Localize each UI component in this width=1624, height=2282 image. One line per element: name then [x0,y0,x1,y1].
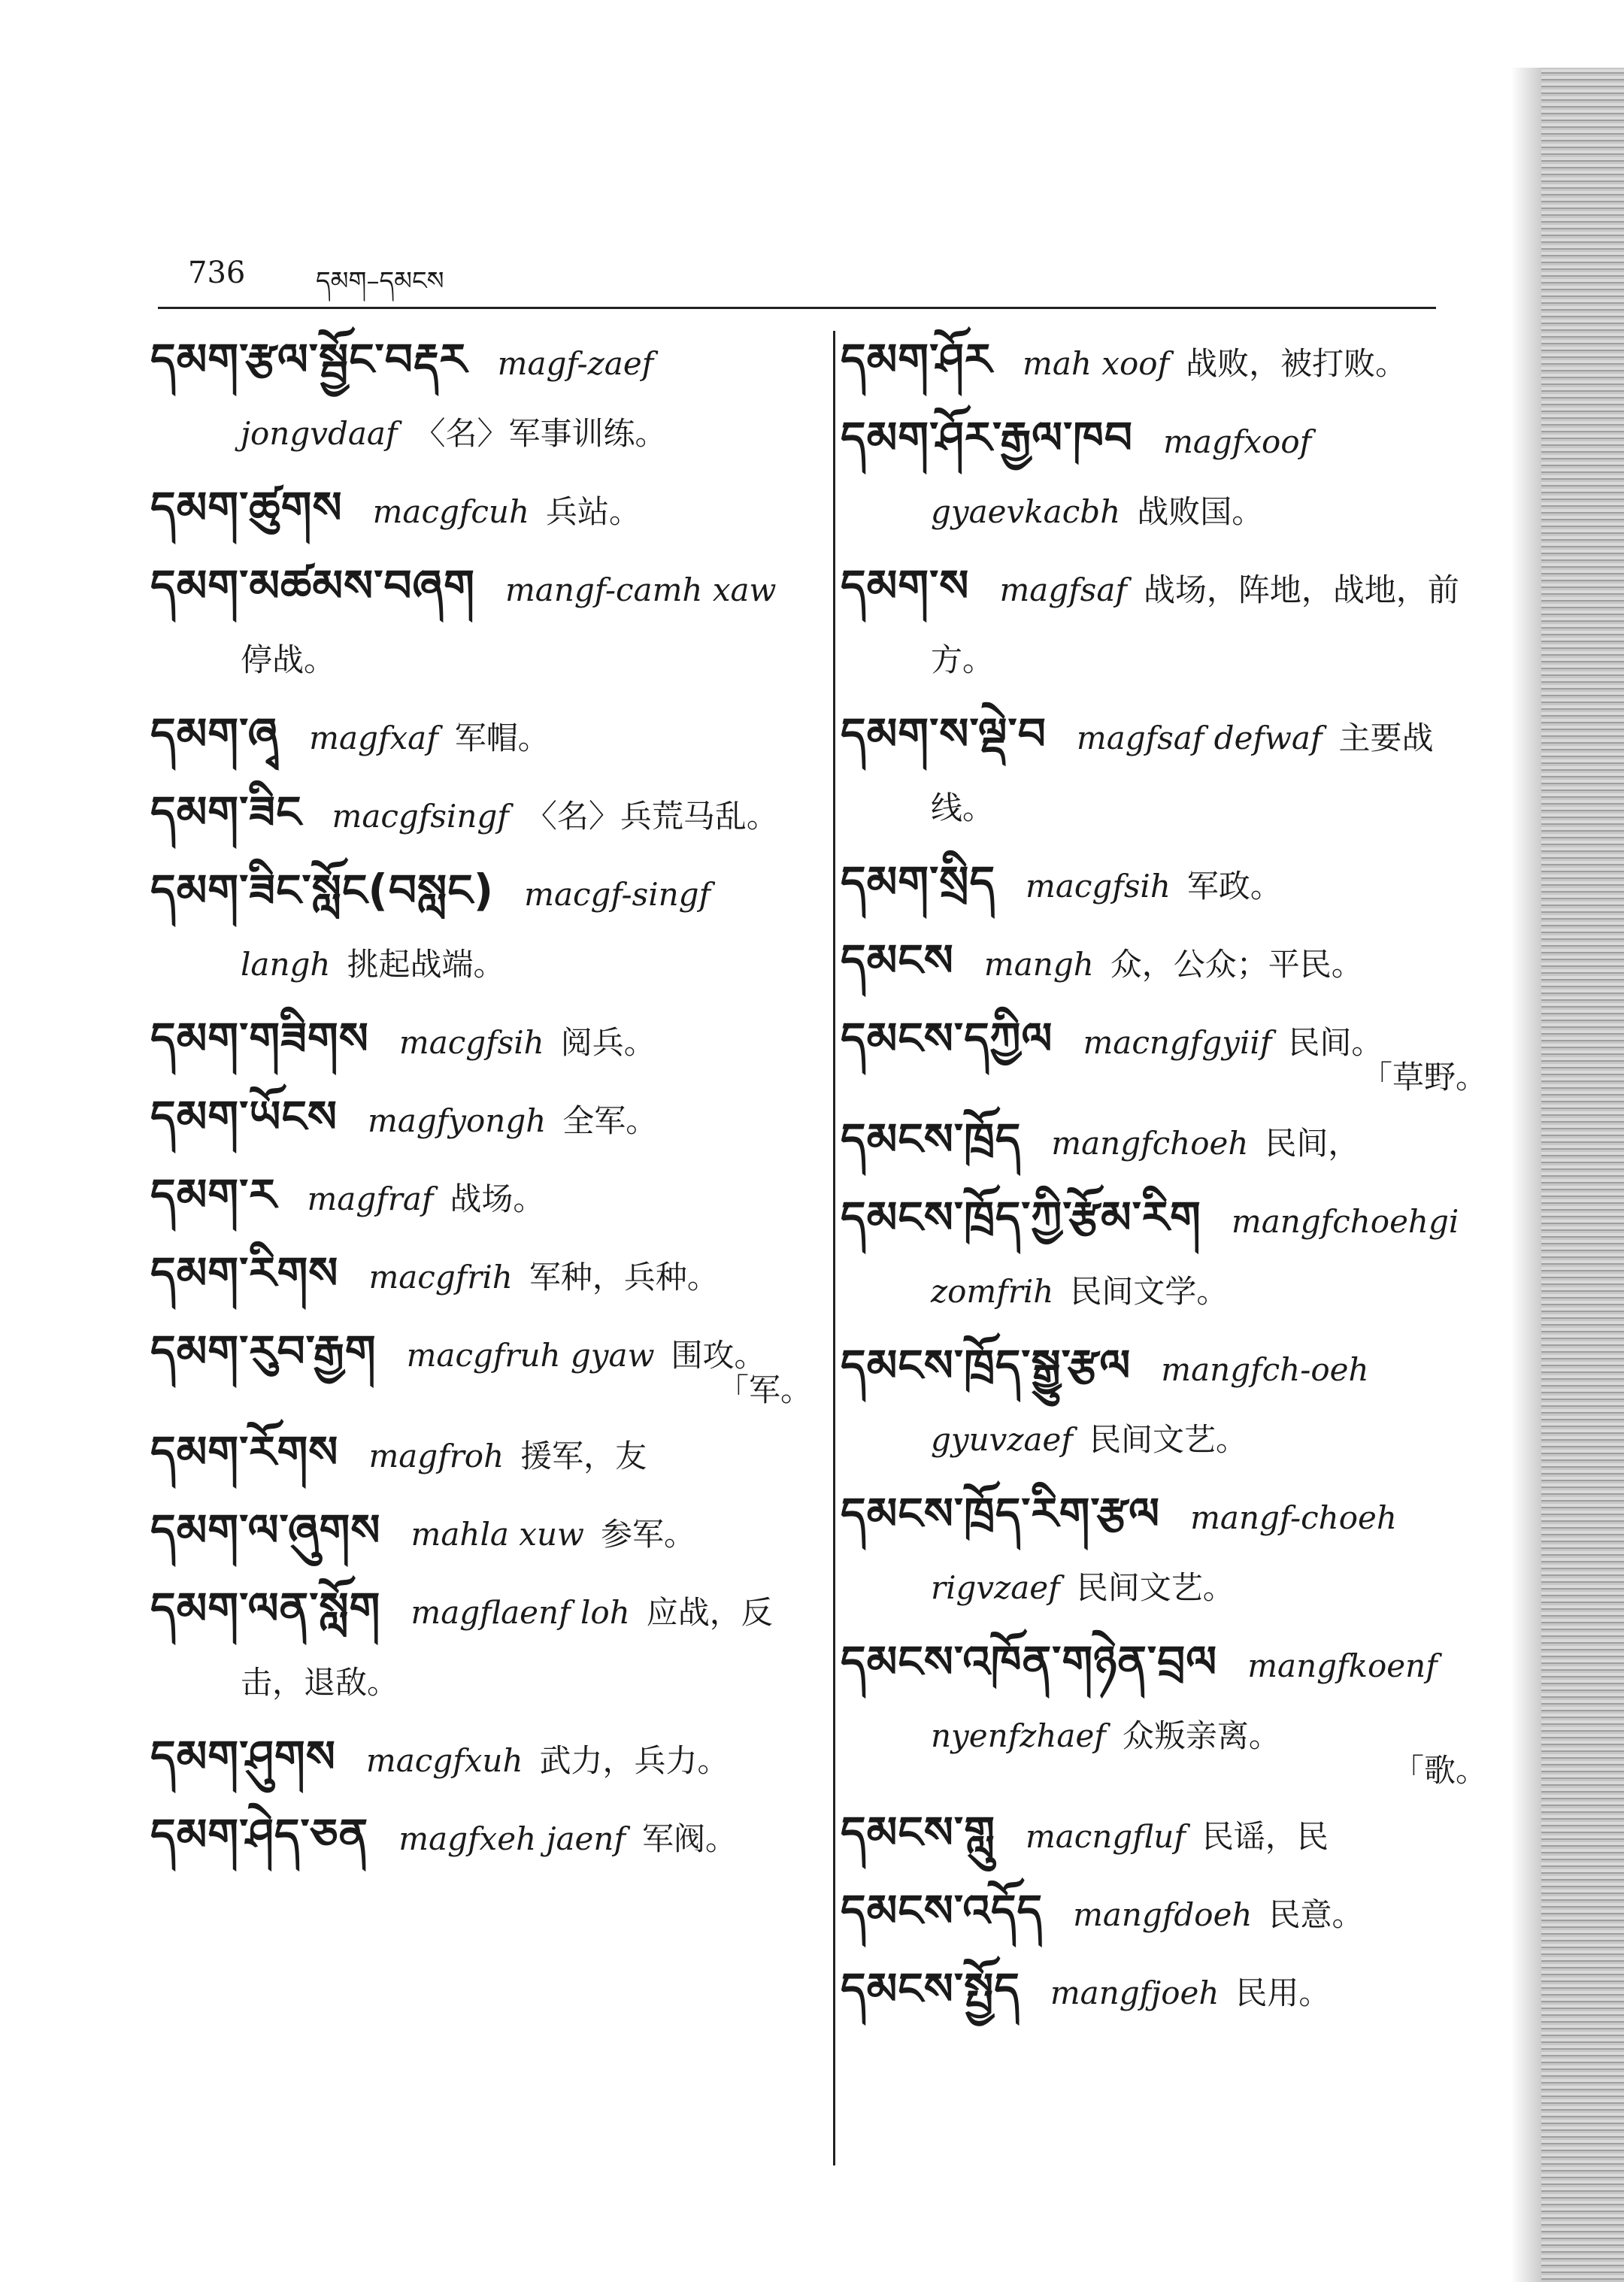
entry-gloss: 民间文艺。 [1076,1569,1235,1606]
entry-gloss: 战败国。 [1137,493,1264,530]
dictionary-entry [150,1160,812,1234]
entry-headword: དམག་ཤུགས [150,1731,336,1782]
entry-romanization: macngfgyiif [1083,1024,1272,1061]
dictionary-entry [841,1954,1487,2028]
dictionary-entry [150,1317,812,1413]
entry-romanization: magfxaf [309,720,438,756]
entry-headword: དམངས་སྤྱོད [841,1963,1020,2014]
entry-gloss: 战败，被打败。 [1186,345,1407,382]
entry-headword: དམག་རིགས [150,1247,339,1299]
entry-romanization: mangfchoeh [1051,1125,1249,1162]
entry-romanization: magfsaf defwaf [1076,720,1323,756]
dictionary-entry [150,1238,812,1312]
entry-gloss: 〈名〉兵荒马乱。 [525,798,778,835]
entry-romanization: mah xoof [1023,345,1170,382]
dictionary-entry [841,1105,1487,1178]
dictionary-entry [841,699,1487,843]
dictionary-entry [150,777,812,851]
entry-gloss: 围攻。 [671,1337,766,1374]
left-column [150,325,812,1878]
entry-gloss: 军阀。 [642,1820,738,1857]
entry-gloss: 民用。 [1235,1974,1331,2011]
entry-headword: དམག་ཟིང [150,786,302,838]
entry-headword: དམག་ཤོར [841,334,993,385]
dictionary-entry [150,551,812,695]
entry-romanization: macgf-singf langh [241,876,711,983]
entry-headword: དམག་ས་ལྡེ་བ [841,708,1047,759]
dictionary-entry [150,856,812,999]
entry-romanization: mangh [983,946,1094,983]
entry-gloss: 民间文艺。 [1089,1421,1247,1458]
dictionary-entry [150,1496,812,1569]
entry-headword: དམངས་ཁྲོད [841,1114,1022,1165]
entry-headword: དམངས་ཁྲོད་ཀྱི་རྩོམ་རིག [841,1192,1201,1243]
entry-gloss: 应战，反击，退敌。 [241,1594,773,1701]
entry-headword: དམག་ཞྭ [150,708,280,759]
dictionary-entry [841,403,1487,547]
entry-headword: དམངས་ཁྲོད་རིག་རྩལ [841,1488,1161,1539]
entry-romanization: mahla xuw [411,1516,584,1553]
right-column [841,325,1487,2032]
entry-headword: དམག་ཟིང་སློང(བསླང) [150,865,495,916]
dictionary-entry [841,325,1487,399]
entry-headword: དམག་ཡོངས [150,1091,338,1142]
entry-headword: དམངས་གླུ [841,1807,995,1858]
entry-headword: དམག་ལ་ཞུགས [150,1505,381,1556]
entry-romanization: macgfsih [1026,868,1171,905]
entry-gloss: 阅兵。 [560,1024,656,1061]
page-header [188,248,1436,301]
entry-headword: དམག་ཚུགས [150,482,343,533]
entry-romanization: mangfkoenf nyenfzhaef [931,1647,1438,1754]
dictionary-entry [150,1800,812,1874]
entry-romanization: magfroh [368,1438,504,1474]
entry-romanization: macgfrih [368,1259,513,1296]
entry-gloss: 民意。 [1268,1896,1364,1933]
entry-gloss: 全军。 [562,1102,658,1139]
entry-headword: དམངས [841,935,954,986]
entry-romanization: macgfruh gyaw [406,1337,655,1374]
entry-romanization: magf-zaef jongvdaaf [241,345,654,452]
entry-headword: དམག་ར [150,1169,277,1220]
scan-edge-shadow [1541,68,1624,2282]
entry-headword: དམག་རྩལ་སྦྱོང་བརྡར [150,334,468,385]
entry-gloss: 军帽。 [454,720,550,756]
entry-romanization: macgfxuh [365,1742,523,1779]
dictionary-entry [150,1082,812,1156]
entry-romanization: magflaenf loh [411,1594,630,1631]
dictionary-entry [841,1876,1487,1950]
entry-romanization: macgfsingf [332,798,509,835]
entry-headword: དམག་མཚམས་བཞག [150,560,475,611]
entry-gloss: 战场。 [450,1180,545,1217]
dictionary-entry [841,1798,1487,1871]
entry-gloss: 兵站。 [546,493,641,530]
entry-headword: དམག་རུབ་རྒྱག [150,1326,377,1377]
entry-headword: དམངས་དཀྱིལ [841,1013,1053,1064]
entry-gloss: 众，公众；平民。 [1110,946,1363,983]
entry-gloss: 武力，兵力。 [539,1742,729,1779]
entry-gloss: 停战。 [241,641,336,678]
dictionary-entry [150,473,812,547]
entry-romanization: magfsaf [999,571,1127,608]
dictionary-entry [841,1627,1487,1793]
entry-gloss: 众叛亲离。 [1122,1717,1280,1754]
entry-romanization: mangfchoehgi zomfrih [931,1203,1459,1310]
entry-gloss: 援军，友 [520,1438,647,1474]
entry-romanization: mangf-choeh rigvzaef [931,1499,1397,1606]
entry-headword: དམག་ཤེད་ཅན [150,1809,369,1860]
dictionary-entry [841,1004,1487,1100]
entry-headword: དམངས་ཁྲོད་སྒྱུ་རྩལ [841,1340,1132,1391]
dictionary-entry [841,551,1487,695]
header-rule [158,307,1436,309]
entry-romanization: magfxoof gyaevkacbh [931,423,1312,530]
entry-romanization: mangfjoeh [1050,1974,1220,2011]
entry-gloss: 〈名〉军事训练。 [414,415,667,452]
page-number: 736 [188,256,246,290]
dictionary-entry [150,325,812,468]
entry-romanization: magfraf [307,1180,434,1217]
entry-headword: དམག་ས [841,560,970,611]
entry-headword: དམག་སྲིད [841,856,996,908]
entry-romanization: macngfluf [1025,1818,1186,1855]
dictionary-entry [841,1331,1487,1474]
entry-romanization: mangf-camh xaw [504,571,777,608]
entry-gloss: 民谣，民 [1201,1818,1329,1855]
entry-gloss: 民间文学。 [1070,1273,1229,1310]
entry-headword: དམག་རོགས [150,1426,339,1477]
column-divider [833,331,835,2165]
dictionary-entry [841,1479,1487,1623]
entry-headword: དམངས་འདོད [841,1885,1044,1936]
entry-gloss: 挑起战端。 [347,946,505,983]
entry-gloss: 主要战线。 [931,720,1434,826]
entry-gloss: 民间。 [1288,1024,1383,1061]
dictionary-entry [150,1574,812,1717]
dictionary-entry [841,847,1487,921]
entry-gloss: 参军。 [600,1516,695,1553]
entry-headword: དམག་ཤོར་རྒྱལ་ཁབ [841,412,1134,463]
entry-headword: དམག་གཟིགས [150,1013,369,1064]
entry-romanization: macgfsih [398,1024,544,1061]
dictionary-entry [150,1004,812,1077]
entry-continuation: 「草野。 [1360,1059,1487,1096]
entry-gloss: 军政。 [1186,868,1282,905]
entry-gloss: 军种，兵种。 [529,1259,719,1296]
entry-romanization: mangfdoeh [1073,1896,1253,1933]
entry-headword: དམག་ལན་སློག [150,1583,381,1634]
dictionary-entry [150,699,812,773]
dictionary-entry [150,1417,812,1491]
entry-romanization: macgfcuh [372,493,530,530]
running-head: དམག–དམངས [316,266,444,296]
dictionary-entry [150,1722,812,1796]
entry-romanization: magfyongh [367,1102,547,1139]
entry-romanization: magfxeh jaenf [398,1820,626,1857]
entry-headword: དམངས་འཁོན་གཉེན་བྲལ [841,1636,1218,1687]
entry-continuation: 「歌。 [1392,1752,1487,1789]
entry-continuation: 「军。 [717,1371,812,1408]
dictionary-entry [841,926,1487,999]
entry-gloss: 民间， [1265,1125,1360,1162]
dictionary-entry [841,1183,1487,1326]
entry-gloss: 战场，阵地，战地，前方。 [931,571,1459,678]
entry-romanization: mangfch-oeh gyuvzaef [931,1351,1369,1458]
